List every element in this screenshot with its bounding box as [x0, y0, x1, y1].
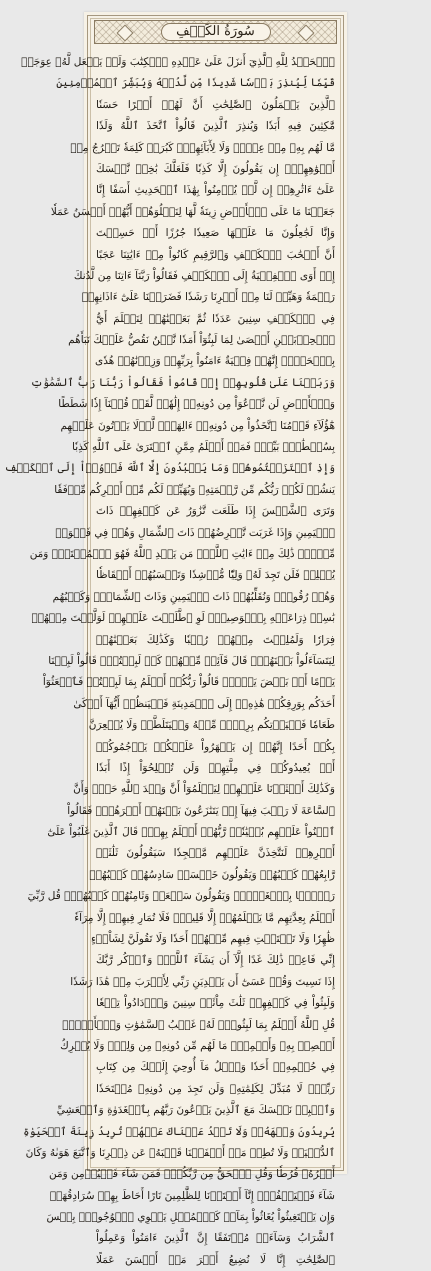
- verse-line: وَإِن يَسۡتَغِيثُواْ يُغَاثُواْ بِمَآءٖ كَٱلۡمُهۡلِ يَشۡوِي ٱلۡوُجُوهَۚ بِئۡسَ: [46, 1211, 335, 1224]
- verse-line: إِنِّي فَاعِلٞ ذَٰلِكَ غَدًا إِلَّآ أَن يَشَآءَ ٱللَّهُۚ وَٱذۡكُر رَّبَّكَ: [96, 954, 335, 967]
- verse-line: أَعۡلَمُ بِعِدَّتِهِم مَّا يَعۡلَمُهُمۡ إِلَّا قَلِيلٞۗ فَلَا تُمَارِ فِيهِمۡ إِلَّا مِرَآءٗ: [74, 911, 335, 924]
- verse-line: أَحَدَكُم بِوَرِقِكُمۡ هَٰذِهِۦٓ إِلَى ٱلۡمَدِينَةِ فَلۡيَنظُرۡ أَيُّهَآ أَزۡكَىٰ: [73, 697, 335, 710]
- verse-line: رَبِّكَۖ لَا مُبَدِّلَ لِكَلِمَٰتِهِۦ وَلَن تَجِدَ مِن دُونِهِۦ مُلۡتَحَدٗا: [96, 1082, 335, 1095]
- verse-line: ٱلسَّاعَةَ لَا رَيۡبَ فِيهَآ إِذۡ يَتَنَٰزَعُونَ بَيۡنَهُمۡ أَمۡرَهُمۡۖ فَقَالُواْ: [67, 804, 335, 817]
- verse-line: بَٰسِطٞ ذِرَاعَيۡهِ بِٱلۡوَصِيدِۚ لَوِ ٱطَّلَعۡتَ عَلَيۡهِمۡ لَوَلَّيۡتَ مِنۡهُمۡ: [31, 612, 335, 625]
- ornament-icon: [298, 25, 315, 42]
- verse-line: ٱلشَّرَابُ وَسَآءَتۡ مُرۡتَفَقًا إِنَّ ٱلَّذِينَ ءَامَنُواْ وَعَمِلُواْ: [96, 1232, 335, 1245]
- verse-line: رَحۡمَةٗ وَهَيِّئۡ لَنَا مِنۡ أَمۡرِنَا رَشَدٗا فَضَرَبۡنَا عَلَىٰٓ ءَاذَانِهِمۡ: [81, 291, 335, 304]
- verse-line: وَإِذِ ٱعۡتَزَلۡتُمُوهُمۡ وَمَا يَعۡبُدُونَ إِلَّا ٱللَّهَ فَأۡوُۥٓاْ إِلَى ٱلۡكَهۡفِ: [4, 462, 335, 475]
- surah-header-banner: [94, 20, 337, 44]
- verse-line: أَنَّ أَصۡحَٰبَ ٱلۡكَهۡفِ وَٱلرَّقِيمِ كَانُواْ مِنۡ ءَايَٰتِنَا عَجَبًا: [96, 248, 335, 261]
- verse-line: هَٰٓؤُلَآءِ قَوۡمُنَا ٱتَّخَذُواْ مِن دُونِهِۦٓ ءَالِهَةٗۖ لَّوۡلَا يَأۡتُونَ عَلَيۡهِم: [60, 419, 335, 432]
- verse-line: فِي حُكۡمِهِۦٓ أَحَدٗا وَٱتۡلُ مَآ أُوحِيَ إِلَيۡكَ مِن كِتَابِ: [96, 1061, 335, 1074]
- verse-line: ٱلۡحِزۡبَيۡنِ أَحۡصَىٰ لِمَا لَبِثُوٓاْ أَمَدٗا نَّحۡنُ نَقُصُّ عَلَيۡكَ نَبَأَهُم: [68, 334, 335, 347]
- verse-line: وَكَذَٰلِكَ أَعۡثَرۡنَا عَلَيۡهِمۡ لِيَعۡلَمُوٓاْ أَنَّ وَعۡدَ ٱللَّهِ حَقّٞ وَأَنَّ: [73, 783, 335, 796]
- verse-line: أَمۡرُهُۥ فُرُطٗا وَقُلِ ٱلۡحَقُّ مِن رَّبِّكُمۡۖ فَمَن شَآءَ فَلۡيُؤۡمِن وَمَن: [48, 1168, 335, 1181]
- verse-line: شَآءَ فَلۡيَكۡفُرۡۚ إِنَّآ أَعۡتَدۡنَا لِلظَّٰلِمِينَ نَارًا أَحَاطَ بِهِمۡ سُرَادِقُهَاۚ: [49, 1189, 335, 1202]
- verse-line: وَتَرَى ٱلشَّمۡسَ إِذَا طَلَعَت تَّزَٰوَرُ عَن كَهۡفِهِمۡ ذَاتَ: [96, 505, 335, 518]
- verse-line: جَعَلۡنَا مَا عَلَى ٱلۡأَرۡضِ زِينَةٗ لَّهَا لِنَبۡلُوَهُمۡ أَيُّهُمۡ أَحۡسَنُ عَمَلٗا: [50, 205, 335, 218]
- surah-title-cartouche: [161, 23, 271, 41]
- verse-line: وَإِنَّا لَجَٰعِلُونَ مَا عَلَيۡهَا صَعِيدٗا جُرُزًا أَمۡ حَسِبۡتَ: [96, 227, 335, 240]
- verse-line: ٱلدُّنۡيَاۖ وَلَا تُطِعۡ مَنۡ أَغۡفَلۡنَا قَلۡبَهُۥ عَن ذِكۡرِنَا وَٱتَّبَعَ هَوَىٰهُ وَكَانَ: [25, 1146, 335, 1159]
- verse-line: بِكُمۡ أَحَدًا إِنَّهُمۡ إِن يَظۡهَرُواْ عَلَيۡكُمۡ يَرۡجُمُوكُمۡ: [96, 740, 335, 753]
- verse-line: فِي ٱلۡكَهۡفِ سِنِينَ عَدَدٗا ثُمَّ بَعَثۡنَٰهُمۡ لِنَعۡلَمَ أَيُّ: [96, 312, 335, 325]
- verse-line: أَبۡصِرۡ بِهِۦ وَأَسۡمِعۡۚ مَا لَهُم مِّن دُونِهِۦ مِن وَلِيّٖ وَلَا يُشۡرِكُ: [60, 1039, 335, 1052]
- verse-line: مَّٰكِثِينَ فِيهِ أَبَدٗا وَيُنذِرَ ٱلَّذِينَ قَالُواْ ٱتَّخَذَ ٱللَّهُ وَلَدٗا: [96, 120, 335, 133]
- verse-line: أَوۡ يُعِيدُوكُمۡ فِي مِلَّتِهِمۡ وَلَن تُفۡلِحُوٓاْ إِذًا أَبَدٗا: [96, 761, 335, 774]
- verse-line: يُضۡلِلۡ فَلَن تَجِدَ لَهُۥ وَلِيّٗا مُّرۡشِدٗا وَتَحۡسَبُهُمۡ أَيۡقَاظٗا: [96, 569, 335, 582]
- verse-line: يَوۡمًا أَوۡ بَعۡضَ يَوۡمٖۚ قَالُواْ رَبُّكُمۡ أَعۡلَمُ بِمَا لَبِثۡتُمۡ فَٱبۡعَثُوٓاْ: [42, 676, 335, 689]
- verse-line: أَفۡوَٰهِهِمۡۚ إِن يَقُولُونَ إِلَّا كَذِبٗا فَلَعَلَّكَ بَٰخِعٞ نَّفۡسَكَ: [96, 162, 335, 175]
- verse-line: ٱلَّذِينَ يَعۡمَلُونَ ٱلصَّٰلِحَٰتِ أَنَّ لَهُمۡ أَجۡرًا حَسَنٗا: [96, 98, 335, 111]
- verse-line: إِذۡ أَوَى ٱلۡفِتۡيَةُ إِلَى ٱلۡكَهۡفِ فَقَالُواْ رَبَّنَآ ءَاتِنَا مِن لَّدُنكَ: [73, 269, 335, 282]
- verse-line: وَٱصۡبِرۡ نَفۡسَكَ مَعَ ٱلَّذِينَ يَدۡعُونَ رَبَّهُم بِٱلۡغَدَوٰةِ وَٱلۡعَشِيِّ: [56, 1104, 335, 1117]
- verse-line: مَّا لَهُم بِهِۦ مِنۡ عِلۡمٖ وَلَا لِأٓبَآئِهِمۡۚ كَبُرَتۡ كَلِمَةٗ تَخۡرُجُ مِنۡ: [70, 141, 335, 154]
- verse-line: وَلَبِثُواْ فِي كَهۡفِهِمۡ ثَلَٰثَ مِاْئَةٖ سِنِينَ وَٱزۡدَادُواْ تِسۡعٗا: [96, 997, 335, 1010]
- verse-line: وَٱلۡأَرۡضِ لَن نَّدۡعُوَاْ مِن دُونِهِۦٓ إِلَٰهٗاۖ لَّقَدۡ قُلۡنَآ إِذٗا شَطَطًا: [58, 398, 335, 411]
- verse-line: يَنشُرۡ لَكُمۡ رَبُّكُم مِّن رَّحۡمَتِهِۦ وَيُهَيِّئۡ لَكُم مِّنۡ أَمۡرِكُم مِّرۡفَقٗا: [54, 483, 335, 496]
- verse-line: رَجۡمَۢا بِٱلۡغَيۡبِۖ وَيَقُولُونَ سَبۡعَةٞ وَثَامِنُهُمۡ كَلۡبُهُمۡۚ قُل رَّبِّيٓ: [27, 890, 335, 903]
- verse-line: قُلِ ٱللَّهُ أَعۡلَمُ بِمَا لَبِثُواْۖ لَهُۥ غَيۡبُ ٱلسَّمَٰوَٰتِ وَٱلۡأَرۡضِۖ: [62, 1018, 335, 1031]
- verse-line: ظَٰهِرٗا وَلَا تَسۡتَفۡتِ فِيهِم مِّنۡهُمۡ أَحَدٗا وَلَا تَقُولَنَّ لِشَاْيۡءٍ: [90, 933, 335, 946]
- verse-line: رَّابِعُهُمۡ كَلۡبُهُمۡ وَيَقُولُونَ خَمۡسَةٞ سَادِسُهُمۡ كَلۡبُهُمۡ: [89, 868, 335, 881]
- verse-line: عَلَىٰٓ ءَاثَٰرِهِمۡ إِن لَّمۡ يُؤۡمِنُواْ بِهَٰذَا ٱلۡحَدِيثِ أَسَفًا إِنَّا: [96, 184, 335, 197]
- verse-line: ٱلۡحَمۡدُ لِلَّهِ ٱلَّذِيٓ أَنزَلَ عَلَىٰ عَبۡدِهِ ٱلۡكِتَٰبَ وَلَمۡ يَجۡعَل لَّهُۥ عِوَجَاۜ: [21, 56, 335, 68]
- verse-line: مِّنۡهُۚ ذَٰلِكَ مِنۡ ءَايَٰتِ ٱللَّهِۗ مَن يَهۡدِ ٱللَّهُ فَهُوَ ٱلۡمُهۡتَدِۖ وَمَن: [29, 547, 335, 560]
- verse-line: وَهُمۡ رُقُودٞۚ وَنُقَلِّبُهُمۡ ذَاتَ ٱلۡيَمِينِ وَذَاتَ ٱلشِّمَالِۖ وَكَلۡبُهُم: [52, 590, 335, 603]
- verse-line: أَمۡرِهِمۡ لَنَتَّخِذَنَّ عَلَيۡهِم مَّسۡجِدٗا سَيَقُولُونَ ثَلَٰثَةٞ: [96, 847, 335, 860]
- verse-line: ٱلصَّٰلِحَٰتِ إِنَّا لَا نُضِيعُ أَجۡرَ مَنۡ أَحۡسَنَ عَمَلًا: [96, 1253, 335, 1266]
- verse-line: يُرِيدُونَ وَجۡهَهُۥۖ وَلَا تَعۡدُ عَيۡنَاكَ عَنۡهُمۡ تُرِيدُ زِينَةَ ٱلۡحَيَوٰةِ: [23, 1125, 335, 1138]
- verse-line: لِيَتَسَآءَلُواْ بَيۡنَهُمۡۚ قَالَ قَآئِلٞ مِّنۡهُمۡ كَمۡ لَبِثۡتُمۡۖ قَالُواْ لَبِثۡنَا: [48, 654, 335, 667]
- verse-line: ٱبۡنُواْ عَلَيۡهِم بُنۡيَٰنٗاۖ رَّبُّهُمۡ أَعۡلَمُ بِهِمۡۚ قَالَ ٱلَّذِينَ غَلَبُواْ عَلَىٰٓ: [47, 826, 335, 839]
- verse-line: قَيِّمٗا لِّيُنذِرَ بَأۡسٗا شَدِيدٗا مِّن لَّدُنۡهُ وَيُبَشِّرَ ٱلۡمُؤۡمِنِينَ: [56, 77, 335, 90]
- verse-text-body: [4, 52, 335, 1266]
- surah-title: سُورَةُ الكَهۡفِ: [176, 24, 255, 39]
- verse-line: إِذَا نَسِيتَ وَقُلۡ عَسَىٰٓ أَن يَهۡدِيَنِ رَبِّي لِأَقۡرَبَ مِنۡ هَٰذَا رَشَدٗا: [70, 975, 335, 988]
- mushaf-page: [4, 12, 347, 1266]
- verse-line: بِٱلۡحَقِّۚ إِنَّهُمۡ فِتۡيَةٌ ءَامَنُواْ بِرَبِّهِمۡ وَزِدۡنَٰهُمۡ هُدٗى: [95, 355, 335, 368]
- ornament-icon: [117, 25, 134, 42]
- verse-line: طَعَامٗا فَلۡيَأۡتِكُم بِرِزۡقٖ مِّنۡهُ وَلۡيَتَلَطَّفۡ وَلَا يُشۡعِرَنَّ: [88, 719, 335, 732]
- verse-line: ٱلۡيَمِينِ وَإِذَا غَرَبَت تَّقۡرِضُهُمۡ ذَاتَ ٱلشِّمَالِ وَهُمۡ فِي فَجۡوَةٖ: [55, 526, 335, 539]
- verse-line: بِسُلۡطَٰنِۭ بَيِّنٖۖ فَمَنۡ أَظۡلَمُ مِمَّنِ ٱفۡتَرَىٰ عَلَى ٱللَّهِ كَذِبٗا: [72, 441, 335, 454]
- verse-line: وَرَبَطۡنَا عَلَىٰ قُلُوبِهِمۡ إِذۡ قَامُواْ فَقَالُواْ رَبُّنَا رَبُّ ٱلسَّمَٰوَٰتِ: [30, 376, 335, 389]
- verse-line: فِرَارٗا وَلَمُلِئۡتَ مِنۡهُمۡ رُعۡبٗا وَكَذَٰلِكَ بَعَثۡنَٰهُمۡ: [96, 633, 335, 646]
